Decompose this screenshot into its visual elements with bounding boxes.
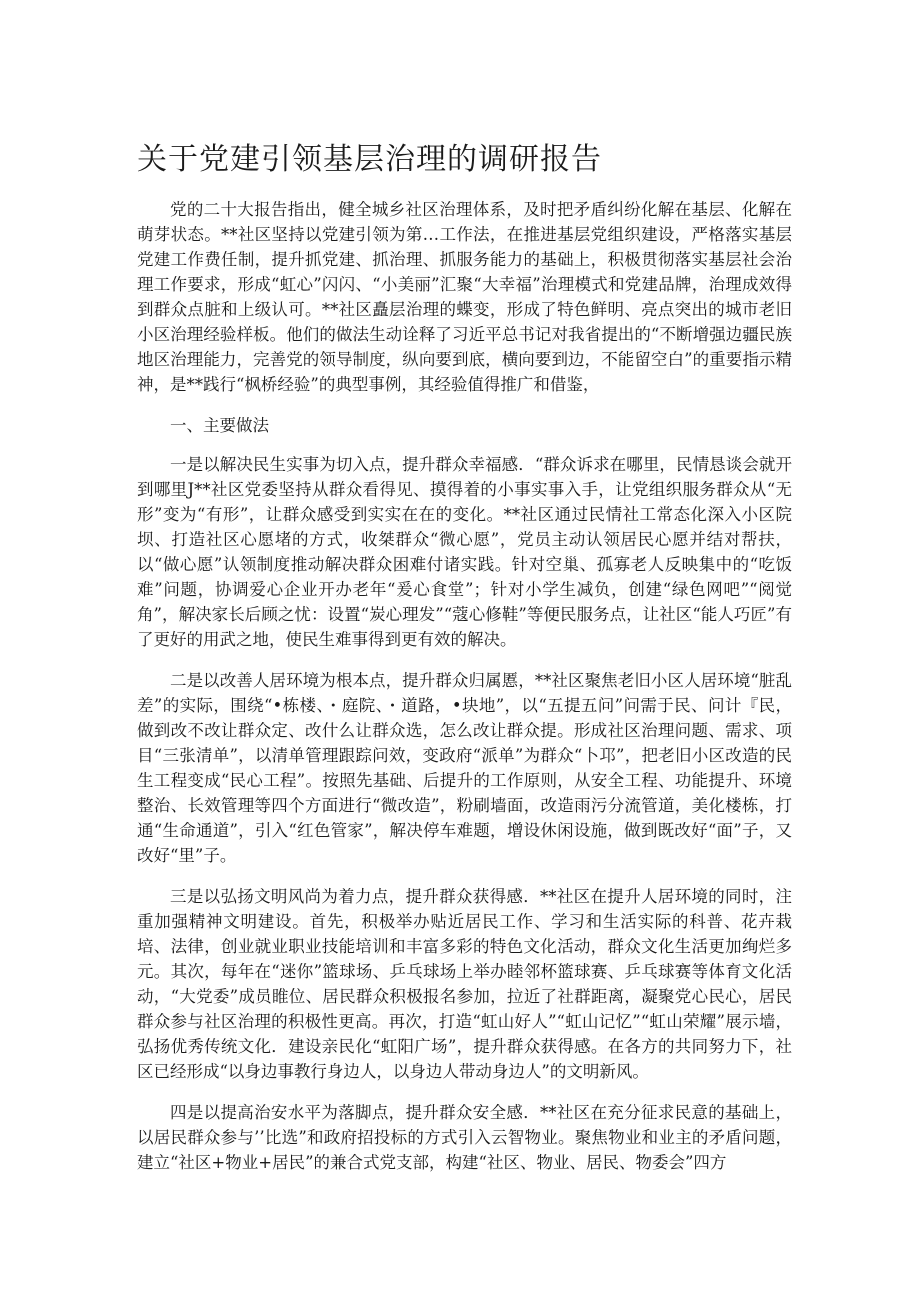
section-heading: 一、主要做法 (170, 416, 269, 435)
intro-paragraph: 党的二十大报告指出，健全城乡社区治理体系，及时把矛盾纠纷化解在基层、化解在萌芽状态。**社区坚持以党建引领为第…工作法，在推进基层党组织建设，严格落实基层党建工作费任制，提升抓党建、抓治理、抓服务能力的基础上，积极贯彻落实基层社会治理工作要求，形成“虹心”闪闪、“小美丽”汇聚“大幸福”治理模式和党建品牌，治理成效得到群众点脏和上级认可。**社区矗层治理的蝶变，形成了特色鲜明、亮点突出的城市老旧小区治理经验样板。他们的做法生动诠释了习近平总书记对我省提出的“不断增强边疆民族地区治理能力，完善党的领导制度，纵向要到底，横向要到边，不能留空白”的重要指示精神，是**践行“枫桥经验”的典型事例，其经验值得推广和借鉴， (137, 200, 792, 394)
document-body (137, 197, 792, 1191)
paragraph-3: 三是以弘扬文明风尚为着力点，提升群众获得感．**社区在提升人居环境的同时，注重加强精神文明建设。首先，积极举办贴近居民工作、学习和生活实际的科普、花卉栽培、法律，创业就业职业技能培训和丰富多彩的特色文化活动，群众文化生活更加绚烂多元。其次，每年在“迷你”篮球场、乒乓球场上举办睦邻杯篮球赛、乒乓球赛等体育文化活动，“大党委”成员睢位、居民群众积极报名参加，拉近了社群距离，凝聚党心民心，居民群众参与社区治理的积极性更高。再次，打造“虹山好人”“虹山记忆”“虹山荣耀”展示墙，弘扬优秀传统文化．建设亲民化“虹阳广场”，提升群众获得感。在各方的共同努力下，社区已经形成“以身边事教行身边人，以身边人带动身边人”的文明新风。 (137, 887, 792, 1081)
paragraph-1: 一是以解决民生实事为切入点，提升群众幸福感．“群众诉求在哪里，民情恳谈会就开到哪里J**社区党委坚持从群众看得见、摸得着的小事实事入手，让党组织服务群众从“无形”变为“有形”，让群众感受到实实在在的变化。**社区通过民情社工常态化深入小区院坝、打造社区心愿堵的方式，收桀群众“微心愿”，党员主动认领居民心愿并结对帮扶，以“做心愿”认领制度推动解决群众困难付诸实践。针对空巢、孤寡老人反映集中的“吃饭难”问题，协调爱心企业开办老年“爰心食堂”；针对小学生减负，创建“绿色网吧”“阅觉角”，解决家长后顾之忧：设置“炭心理发”“蔻心修鞋”等便民服务点，让社区“能人巧匠”有了更好的用武之地，使民生难事得到更有效的解决。 (137, 455, 792, 649)
paragraph-2: 二是以改善人居环境为根本点，提升群众归属慝，**社区聚焦老旧小区人居环境“脏乱差”的实际，围绕“•栋楼、・庭院、・道路，•块地”，以“五提五问”问需于民、问计『民，做到改不改让群众定、改什么让群众选，怎么改让群众提。形成社区治理问题、需求、项目“三张清单”，以清单管理跟踪问效，变政府“派单”为群众“卜邛”，把老旧小区改造的民生工程变成“民心工程”。按照先基础、后提升的工作原则，从安全工程、功能提升、环境整治、长效管理等四个方面进行“微改造”，粉刷墙面，改造雨污分流管道，美化楼栋，打通“生命通道”，引入“红色管家”，解决停车难题，增设休闲设施，做到既改好“面”子，又改好“里”子。 (137, 671, 792, 865)
paragraph-4: 四是以提高治安水平为落脚点，提升群众安全感．**社区在充分征求民意的基础上，以居民群众参与’’比选”和政府招投标的方式引入云智物业。聚焦物业和业主的矛盾问题，建立“社区+物业+居民”的兼合式党支部，构建“社区、物业、居民、物委会”四方 (137, 1103, 792, 1172)
document-title: 关于党建引领基层治理的调研报告 (137, 142, 602, 177)
